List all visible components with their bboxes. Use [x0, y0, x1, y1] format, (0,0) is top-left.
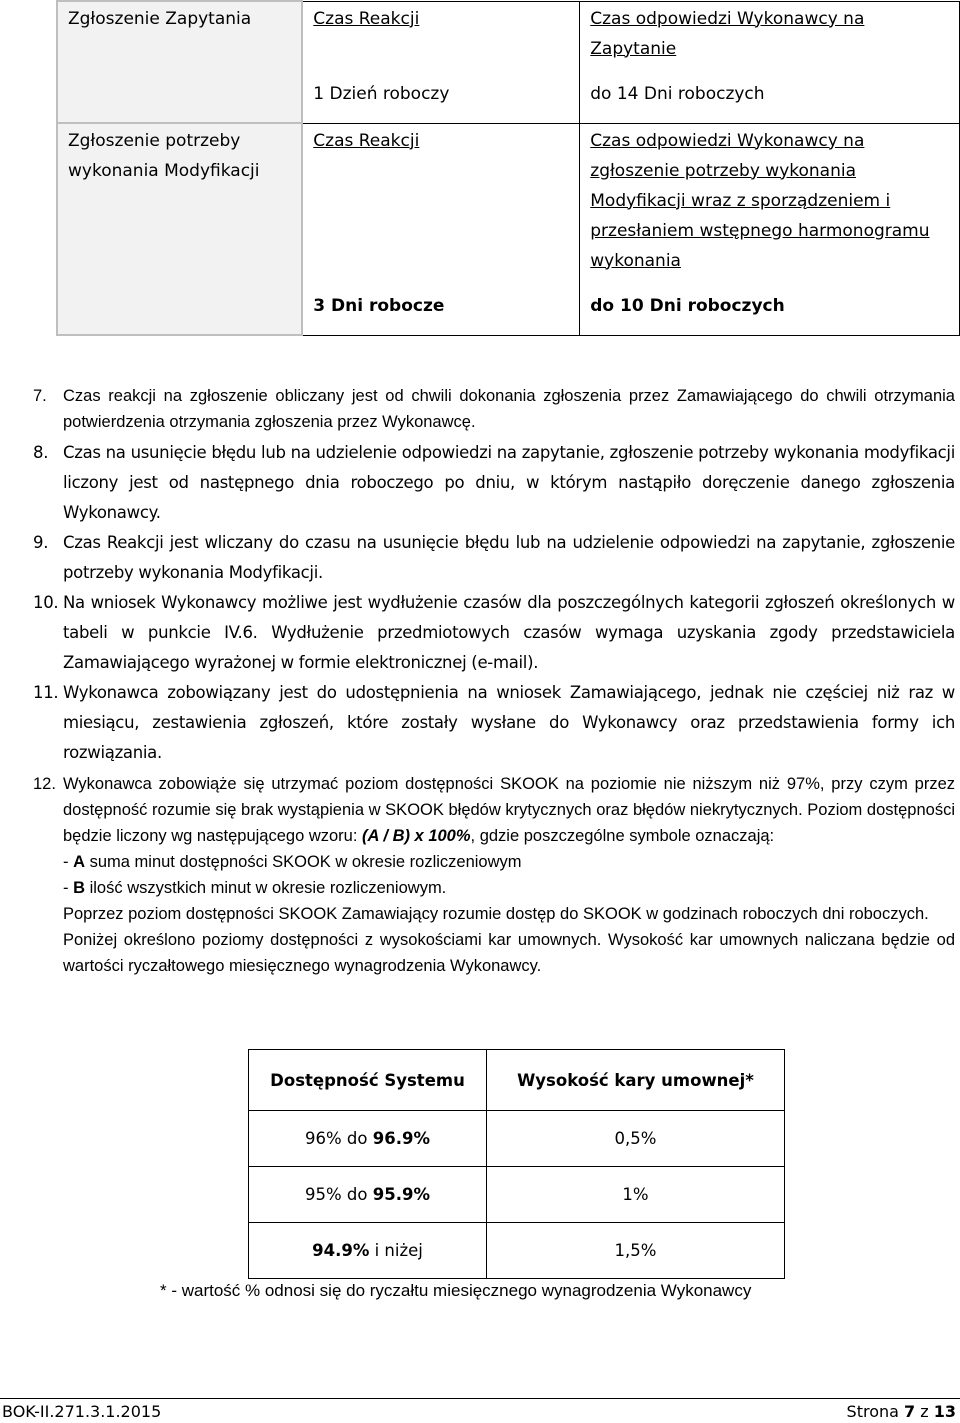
header-czas-reakcji-2: Czas Reakcji [313, 130, 420, 151]
item12-paragraph-2: Poprzez poziom dostępności SKOOK Zamawiający rozumie dostęp do SKOOK w godzinach roboczych dni roboczych. [63, 905, 929, 923]
symbol-a: A [73, 853, 86, 871]
item-number: 9. [33, 533, 49, 552]
item-number: 10. [33, 593, 59, 612]
symbol-b-desc: ilość wszystkich minut w okresie rozliczeniowym. [85, 879, 447, 897]
table-row: 94.9% i niżej 1,5% [249, 1223, 785, 1279]
item-number: 12. [33, 775, 56, 793]
cell-zgloszenie-zapytania: Zgłoszenie Zapytania [57, 1, 302, 123]
symbol-a-desc: suma minut dostępności SKOOK w okresie rozliczeniowym [85, 853, 522, 871]
value-reakcji-1: 1 Dzień roboczy [302, 72, 579, 124]
header-czas-odpowiedzi-1: Czas odpowiedzi Wykonawcy na Zapytanie [590, 8, 865, 59]
table-row: 96% do 96.9% 0,5% [249, 1111, 785, 1167]
list-item-11 [33, 678, 955, 768]
value-reakcji-2: 3 Dni robocze [302, 284, 579, 336]
document-reference: BOK-II.271.3.1.2015 [2, 1402, 162, 1421]
item-text: Na wniosek Wykonawcy możliwe jest wydłużenie czasów dla poszczególnych kategorii zgłoszeń określonych w tabeli w punkcie IV.6. Wydłużenie przedmiotowych czasów wymaga uzyskania zgody przedstawiciela Zamawiającego wyrażonej w formie elektronicznej (e-mail). [63, 593, 955, 672]
list-item-12: 12. Wykonawca zobowiąże się utrzymać poziom dostępności SKOOK na poziomie nie niższym niż 97%, przy czym przez dostępność rozumie się brak wystąpienia w SKOOK błędów krytycznych oraz błędów niekrytycznych. Poziom dostępności będzie liczony wg następującego wzoru: (A / B) x 100%, gdzie poszczególne symbole oznaczają: - A suma minut dostępności SKOOK w okresie rozliczeniowym - B ilość wszystkich minut w okresie rozliczeniowym. Poprzez poziom dostępności SKOOK Zamawiający rozumie dostęp do SKOOK w godzinach roboczych dni roboczych. Poniżej określono poziomy dostępności z wysokościami kar umownych. Wysokość kar umownych naliczana będzie od wartości ryczałtowego miesięcznego wynagrodzenia Wykonawcy. [33, 771, 955, 979]
header-czas-reakcji-1: Czas Reakcji [313, 8, 420, 29]
header-dostepnosc: Dostępność Systemu [249, 1050, 487, 1111]
list-item-9 [33, 528, 955, 588]
availability-formula: (A / B) x 100% [362, 827, 471, 845]
item12-intro-end: , gdzie poszczególne symbole oznaczają: [470, 827, 775, 845]
symbol-b: B [73, 879, 86, 897]
penalty-table [248, 1049, 785, 1279]
list-item-7 [33, 383, 955, 435]
page-number: Strona 7 z 13 [846, 1402, 956, 1421]
footer-divider [0, 1398, 960, 1399]
response-time-table [56, 0, 960, 336]
value-odpowiedzi-2: do 10 Dni roboczych [580, 284, 960, 336]
table-row: 95% do 95.9% 1% [249, 1167, 785, 1223]
header-wysokosc-kary: Wysokość kary umownej* [487, 1050, 785, 1111]
list-item-10 [33, 588, 955, 678]
item-number: 11. [33, 683, 59, 702]
item-text: Czas na usunięcie błędu lub na udzielenie odpowiedzi na zapytanie, zgłoszenie potrzeby wykonania modyfikacji liczony jest od następnego dnia roboczego po dniu, w którym nastąpiło doręczenie danego zgłoszenia Wykonawcy. [63, 443, 955, 522]
item-text: Czas Reakcji jest wliczany do czasu na usunięcie błędu lub na udzielenie odpowiedzi na zapytanie, zgłoszenie potrzeby wykonania Modyfikacji. [63, 533, 955, 582]
item-text: Czas reakcji na zgłoszenie obliczany jest od chwili dokonania zgłoszenia przez Zamawiającego do chwili otrzymania potwierdzenia otrzymania zgłoszenia przez Wykonawcę. [63, 387, 955, 431]
value-odpowiedzi-1: do 14 Dni roboczych [580, 72, 960, 124]
item-text: Wykonawca zobowiązany jest do udostępnienia na wniosek Zamawiającego, jednak nie częściej niż raz w miesiącu, zestawienia zgłoszeń, które zostały wysłane do Wykonawcy oraz przedstawienia formy ich rozwiązania. [63, 683, 955, 762]
item-number: 7. [33, 387, 47, 405]
item-number: 8. [33, 443, 49, 462]
list-item-8 [33, 438, 955, 528]
item12-intro: Wykonawca zobowiąże się utrzymać poziom dostępności SKOOK na poziomie nie niższym niż 97%, przy czym przez dostępność rozumie się brak wystąpienia w SKOOK błędów krytycznych oraz błędów niekrytycznych. Poziom dostępności będzie liczony wg następującego wzoru: [63, 775, 955, 845]
header-czas-odpowiedzi-2: Czas odpowiedzi Wykonawcy na zgłoszenie potrzeby wykonania Modyfikacji wraz z sporządzeniem i przesłaniem wstępnego harmonogramu wykonania [590, 130, 930, 271]
cell-zgloszenie-modyfikacji: Zgłoszenie potrzeby wykonania Modyfikacji [57, 123, 302, 335]
item12-paragraph-3: Poniżej określono poziomy dostępności z wysokościami kar umownych. Wysokość kar umownych naliczana będzie od wartości ryczałtowego miesięcznego wynagrodzenia Wykonawcy. [63, 931, 955, 975]
footnote: * - wartość % odnosi się do ryczałtu miesięcznego wynagrodzenia Wykonawcy [160, 1281, 752, 1300]
